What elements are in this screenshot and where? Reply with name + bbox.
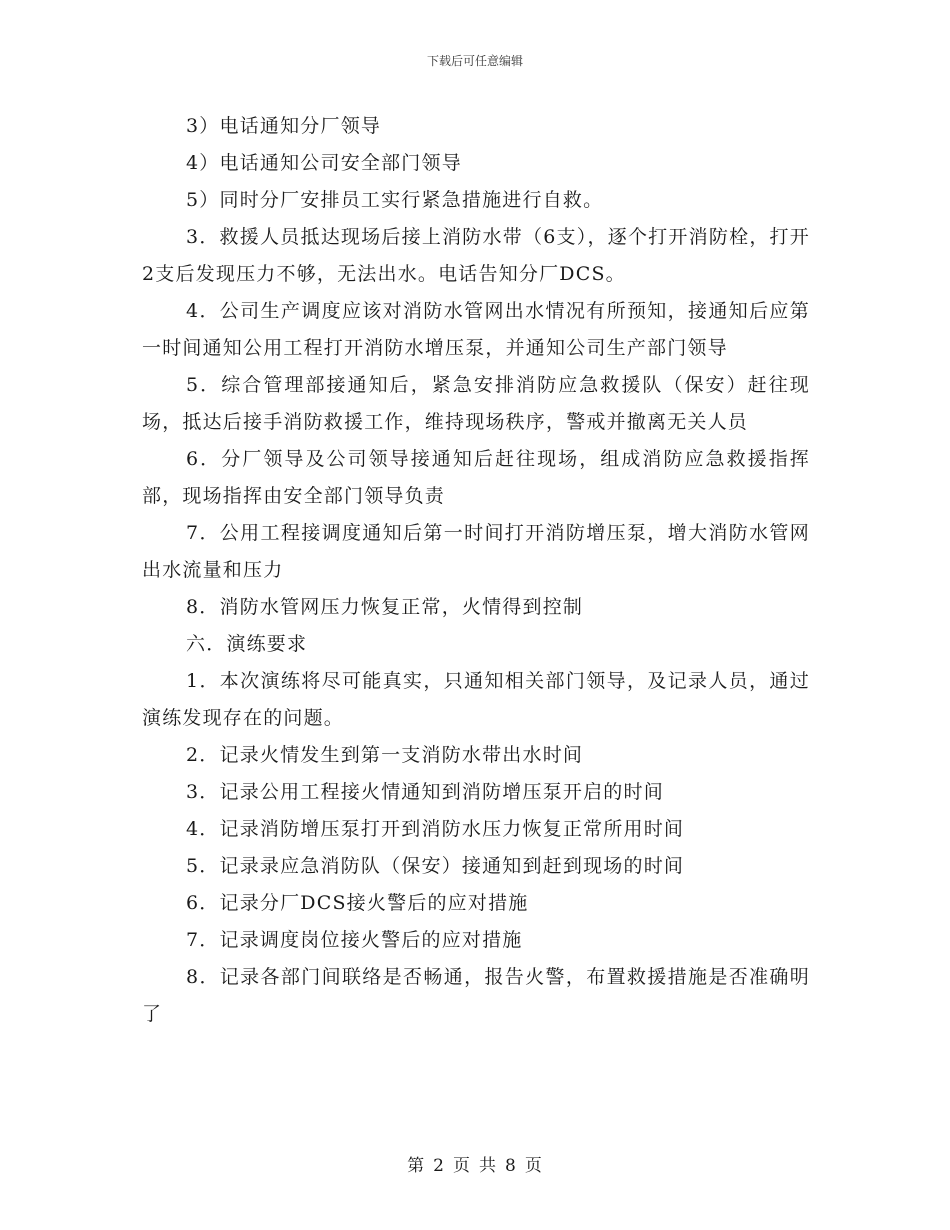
paragraph-rescue-8: 8．消防水管网压力恢复正常，火情得到控制 (186, 596, 584, 618)
requirement-4: 4．记录消防增压泵打开到消防水压力恢复正常所用时间 (186, 818, 685, 840)
paragraph-step-3-sub: 3）电话通知分厂领导 (186, 115, 382, 137)
page-footer (0, 1155, 950, 1177)
footer-total-pages: 8 (505, 1156, 517, 1176)
footer-label-total: 共 (479, 1156, 497, 1176)
paragraph-rescue-4: 4．公司生产调度应该对消防水管网出水情况有所预知，接通知后应第一时间通知公用工程打开消防水增压泵，并通知公司生产部门领导 (142, 300, 810, 359)
footer-label-prefix: 第 (407, 1156, 426, 1176)
requirement-2: 2．记录火情发生到第一支消防水带出水时间 (186, 744, 584, 766)
requirement-6: 6．记录分厂DCS接火警后的应对措施 (186, 892, 529, 914)
footer-current-page: 2 (433, 1156, 445, 1176)
requirement-8: 8．记录各部门间联络是否畅通，报告火警，布置救援措施是否准确明了 (142, 966, 810, 1025)
requirement-1: 1．本次演练将尽可能真实，只通知相关部门领导，及记录人员，通过演练发现存在的问题。 (142, 670, 810, 729)
paragraph-rescue-3: 3．救援人员抵达现场后接上消防水带（6支），逐个打开消防栓，打开2支后发现压力不够，无法出水。电话告知分厂DCS。 (142, 226, 810, 285)
paragraph-rescue-7: 7．公用工程接调度通知后第一时间打开消防增压泵，增大消防水管网出水流量和压力 (142, 522, 810, 581)
requirement-7: 7．记录调度岗位接火警后的应对措施 (186, 929, 523, 951)
paragraph-step-5-sub: 5）同时分厂安排员工实行紧急措施进行自救。 (186, 189, 604, 211)
document-body (142, 108, 810, 1033)
paragraph-rescue-5: 5．综合管理部接通知后，紧急安排消防应急救援队（保安）赶往现场，抵达后接手消防救援工作，维持现场秩序，警戒并撤离无关人员 (142, 374, 810, 433)
requirement-5: 5．记录录应急消防队（保安）接通知到赶到现场的时间 (186, 855, 685, 877)
section-heading-drill-requirements: 六．演练要求 (186, 633, 308, 655)
page-header-note: 下载后可任意编辑 (426, 54, 523, 68)
footer-label-page-end: 页 (524, 1156, 543, 1176)
paragraph-rescue-6: 6．分厂领导及公司领导接通知后赶往现场，组成消防应急救援指挥部，现场指挥由安全部门领导负责 (142, 448, 810, 507)
paragraph-step-4-sub: 4）电话通知公司安全部门领导 (186, 152, 462, 174)
requirement-3: 3．记录公用工程接火情通知到消防增压泵开启的时间 (186, 781, 664, 803)
footer-label-page: 页 (453, 1156, 471, 1176)
